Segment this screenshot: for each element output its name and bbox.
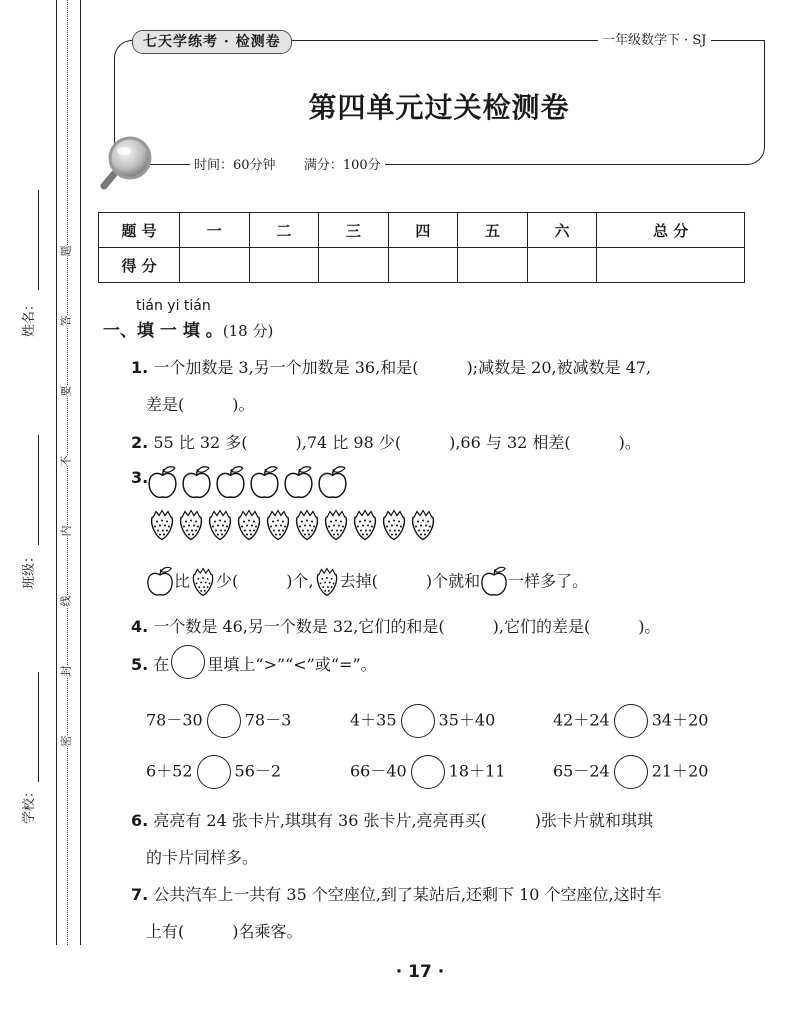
- strawberry-icon: [351, 508, 379, 542]
- strawberry-icon: [409, 508, 437, 542]
- score-input-cell[interactable]: [388, 248, 458, 283]
- score-input-cell[interactable]: [180, 248, 250, 283]
- question-1: [131, 355, 651, 378]
- question-5: [131, 652, 377, 679]
- section-points: (18 分): [222, 322, 274, 340]
- page-number: · 17 ·: [395, 962, 445, 982]
- score-input-cell[interactable]: [319, 248, 389, 283]
- table-cell: 三: [319, 213, 389, 248]
- compare-circle[interactable]: [197, 755, 231, 789]
- table-cell: 题 号: [99, 213, 180, 248]
- table-cell: 五: [458, 213, 528, 248]
- strawberry-icon: [235, 508, 263, 542]
- expr-right: 18＋11: [448, 761, 506, 781]
- expr-left: 42＋24: [553, 710, 610, 730]
- magnifier-icon: [100, 134, 156, 190]
- seal-char: 线: [59, 595, 73, 607]
- binding-line-right: [80, 0, 81, 945]
- binding-line-left: [56, 0, 57, 945]
- seal-char: 答: [59, 315, 73, 327]
- expr-right: 56－2: [234, 761, 282, 781]
- question-number: 4.: [131, 617, 149, 636]
- score-table-score-row: [99, 248, 745, 283]
- section-title: 一、填 一 填 。: [103, 321, 223, 341]
- table-cell: 六: [527, 213, 597, 248]
- question-text: 公共汽车上一共有 35 个空座位,到了某站后,还剩下 10 个空座位,这时车: [153, 885, 662, 904]
- expr-left: 78－30: [146, 710, 203, 730]
- question-number: 3.: [131, 468, 149, 487]
- expr-left: 65－24: [553, 761, 610, 781]
- strawberry-icon: [380, 508, 408, 542]
- strawberry-icon: [190, 566, 216, 598]
- name-label: 姓名：: [22, 297, 38, 338]
- expr-right: 35＋40: [438, 710, 496, 730]
- comparison-item: [146, 755, 281, 789]
- apple-icon: [180, 466, 213, 500]
- table-cell: 四: [388, 213, 458, 248]
- strawberry-icon: [177, 508, 205, 542]
- circle-symbol-icon: [171, 645, 205, 679]
- binding-dotted-line: [67, 0, 68, 945]
- strawberry-icon: [293, 508, 321, 542]
- strawberry-icon: [314, 566, 340, 598]
- compare-circle[interactable]: [411, 755, 445, 789]
- apple-icon: [146, 566, 174, 598]
- seal-char: 封: [59, 665, 73, 677]
- grade-tag: 一年级数学下 · SJ: [598, 30, 711, 52]
- question-text: 一样多了。: [508, 571, 589, 591]
- expr-right: 21＋20: [651, 761, 709, 781]
- seal-char: 内: [59, 525, 73, 537]
- question-3-text: [146, 566, 588, 598]
- score-input-cell[interactable]: [249, 248, 319, 283]
- question-text: 里填上“>”“<”或“=”。: [207, 655, 377, 674]
- strawberry-icon: [148, 508, 176, 542]
- question-text: 一个数是 46,另一个数是 32,它们的和是( ),它们的差是( )。: [153, 617, 661, 636]
- score-input-cell[interactable]: [458, 248, 528, 283]
- school-label: 学校：: [22, 784, 38, 825]
- expr-left: 4＋35: [350, 710, 397, 730]
- question-7-line2: 上有( )名乘客。: [146, 922, 303, 941]
- expr-right: 34＋20: [651, 710, 709, 730]
- apple-row: [146, 466, 350, 502]
- question-7: [131, 882, 662, 905]
- apple-icon: [316, 466, 349, 500]
- exam-meta: [190, 154, 385, 173]
- seal-char: 要: [59, 385, 73, 397]
- question-text: 55 比 32 多( ),74 比 98 少( ),66 与 32 相差( )。: [153, 433, 641, 452]
- time-limit: 时间：60分钟: [194, 158, 276, 173]
- strawberry-row: [148, 508, 438, 544]
- comparison-item: [553, 704, 708, 738]
- strawberry-icon: [264, 508, 292, 542]
- table-cell: 一: [180, 213, 250, 248]
- seal-char: 题: [59, 245, 73, 257]
- score-table-header-row: [99, 213, 745, 248]
- question-text: 少( )个,: [216, 571, 314, 591]
- expr-left: 66－40: [350, 761, 407, 781]
- question-text: 亮亮有 24 张卡片,琪琪有 36 张卡片,亮亮再买( )张卡片就和琪琪: [153, 811, 654, 830]
- question-text: 去掉( )个就和: [339, 571, 481, 591]
- score-input-cell[interactable]: [527, 248, 597, 283]
- question-number: 2.: [131, 433, 149, 452]
- series-tag: 七天学练考 · 检测卷: [132, 30, 292, 54]
- question-text: 一个加数是 3,另一个加数是 36,和是( );减数是 20,被减数是 47,: [153, 358, 652, 377]
- table-cell: 二: [249, 213, 319, 248]
- question-6-line2: 的卡片同样多。: [146, 848, 259, 867]
- expr-right: 78－3: [244, 710, 292, 730]
- apple-icon: [146, 466, 179, 500]
- question-number: 6.: [131, 811, 149, 830]
- section-heading: [103, 316, 273, 341]
- comparison-item: [146, 704, 291, 738]
- compare-circle[interactable]: [207, 704, 241, 738]
- question-number: 7.: [131, 885, 149, 904]
- apple-icon: [248, 466, 281, 500]
- strawberry-icon: [206, 508, 234, 542]
- strawberry-icon: [322, 508, 350, 542]
- question-number: 1.: [131, 358, 149, 377]
- comparison-item: [350, 755, 505, 789]
- class-label: 班级：: [22, 549, 38, 590]
- expr-left: 6＋52: [146, 761, 193, 781]
- seal-char: 不: [59, 455, 73, 467]
- question-text: 在: [153, 655, 170, 674]
- question-6: [131, 808, 653, 831]
- seal-char: 密: [59, 735, 73, 747]
- page-title: 第四单元过关检测卷: [308, 91, 570, 124]
- name-write-line[interactable]: [38, 190, 39, 290]
- comparison-item: [350, 704, 495, 738]
- compare-circle[interactable]: [401, 704, 435, 738]
- apple-icon: [214, 466, 247, 500]
- question-number: 5.: [131, 655, 149, 674]
- question-1-line2: 差是( )。: [146, 395, 255, 414]
- table-cell: 得 分: [99, 248, 180, 283]
- question-text: 比: [174, 571, 191, 591]
- school-write-line[interactable]: [38, 672, 39, 782]
- apple-icon: [282, 466, 315, 500]
- apple-icon: [480, 566, 508, 598]
- score-table: [98, 212, 745, 283]
- table-cell: 总 分: [597, 213, 745, 248]
- question-4: [131, 614, 660, 637]
- class-write-line[interactable]: [38, 435, 39, 545]
- compare-circle[interactable]: [614, 755, 648, 789]
- full-score: 满分：100分: [303, 158, 381, 173]
- compare-circle[interactable]: [614, 704, 648, 738]
- score-input-cell[interactable]: [597, 248, 745, 283]
- question-2: [131, 430, 641, 453]
- section-pinyin: tián yi tián: [136, 298, 211, 314]
- comparison-item: [553, 755, 708, 789]
